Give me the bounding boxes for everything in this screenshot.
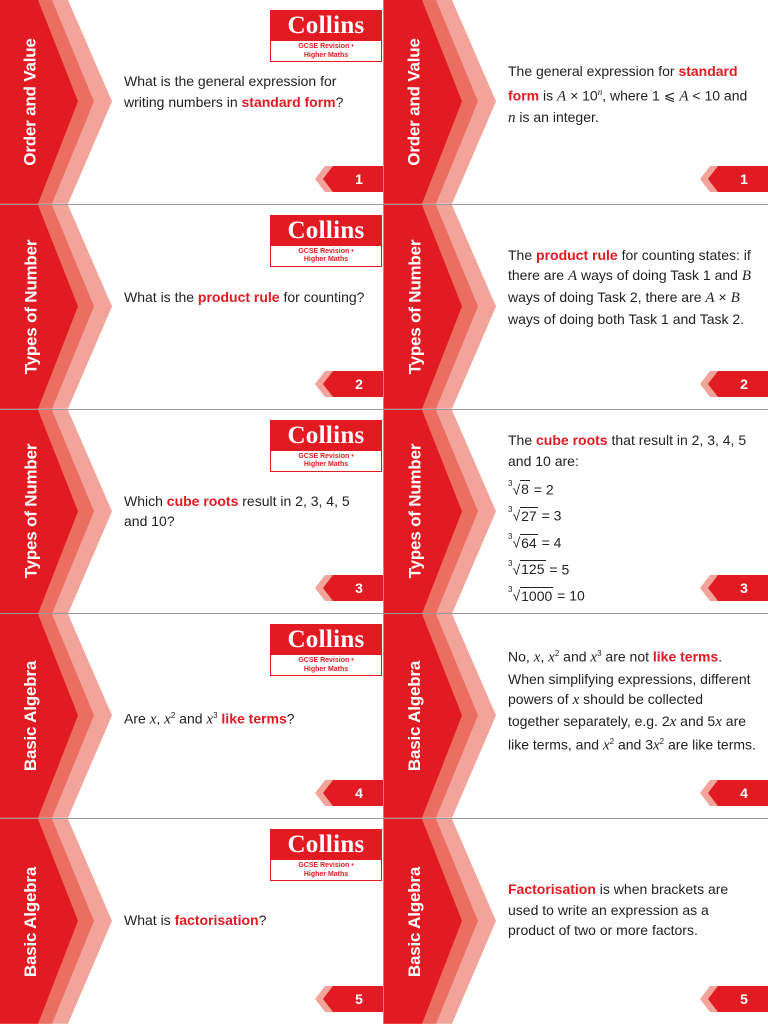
cube-root-line: $^3$√27 = 3 (508, 505, 562, 524)
cube-root-line: $^3$√1000 = 10 (508, 585, 585, 604)
topic-label: Types of Number (405, 239, 425, 374)
card-3-question (0, 410, 384, 615)
collins-logo: Collins GCSE Revision • Higher Maths (270, 829, 382, 881)
card-number-tab: 1 (700, 166, 768, 192)
collins-logo: Collins GCSE Revision • Higher Maths (270, 624, 382, 676)
card-2-answer (384, 205, 768, 410)
topic-label: Basic Algebra (21, 661, 40, 772)
cube-root-line: $^3$√125 = 5 (508, 558, 570, 578)
answer-text: The general expression for standard form is $A \times 10^n$, where 1 ⩽ A < 10 and n is an integer. (508, 63, 748, 126)
card-number-tab: 2 (700, 371, 768, 397)
card-number-tab: 5 (315, 986, 383, 1012)
answer-text: The product rule for counting states: if there are A ways of doing Task 1 and B ways of doing Task 2, there are A × B ways of doing both Task 1 and Task 2. (508, 246, 752, 327)
card-4-question (0, 614, 384, 819)
card-number-tab: 5 (700, 986, 768, 1012)
collins-logo: Collins GCSE Revision • Higher Maths (270, 215, 382, 267)
question-text: Which cube roots result in 2, 3, 4, 5 and 10? (124, 492, 350, 530)
topic-label: Order and Value (21, 38, 41, 166)
collins-logo: Collins GCSE Revision • Higher Maths (270, 10, 382, 62)
card-2-question (0, 205, 384, 410)
card-number-tab: 1 (315, 166, 383, 192)
question-text: What is the product rule for counting? (124, 288, 365, 305)
question-text: Are x, $x^2$ and $x^3$ like terms? (124, 711, 295, 729)
topic-label: Types of Number (405, 444, 425, 579)
card-1-question (0, 0, 384, 205)
card-number-tab: 4 (700, 780, 768, 806)
cube-root-line: $^3$√8 = 2 (508, 478, 554, 498)
answer-text: No, x, $x^2$ and $x^3$ are not like terms. When simplifying expressions, different powers of x should be collected together separately, e.g. 2x and 5x are like terms, and $x^2$ and $3x^2$ are like terms. (508, 649, 756, 755)
topic-label: Order and Value (405, 38, 425, 166)
topic-label: Basic Algebra (405, 661, 424, 772)
question-text: What is factorisation? (124, 912, 267, 929)
answer-text: The cube roots that result in 2, 3, 4, 5 and 10 are: $^3$√8 = 2 $^3$√27 = 3 $^3$√64 = 4 $^3$√125 = 5 $^3$√1000 = 10 (508, 430, 758, 608)
card-number-tab: 2 (315, 371, 383, 397)
question-text: What is the general expression for writing numbers in standard form? (124, 73, 344, 110)
card-number-tab: 3 (315, 575, 383, 601)
card-number-tab: 3 (700, 575, 768, 601)
topic-label: Types of Number (21, 444, 41, 579)
collins-logo: Collins GCSE Revision • Higher Maths (270, 420, 382, 472)
card-number-tab: 4 (315, 780, 383, 806)
card-4-answer (384, 614, 768, 819)
card-5-question (0, 819, 384, 1024)
answer-text: Factorisation is when brackets are used to write an expression as a product of two or more factors. (508, 881, 729, 939)
card-1-answer (384, 0, 768, 205)
card-5-answer (384, 819, 768, 1024)
topic-label: Types of Number (21, 239, 41, 374)
topic-label: Basic Algebra (405, 866, 424, 977)
cube-root-line: $^3$√64 = 4 (508, 531, 562, 551)
topic-label: Basic Algebra (21, 866, 40, 977)
card-3-answer (384, 410, 768, 615)
